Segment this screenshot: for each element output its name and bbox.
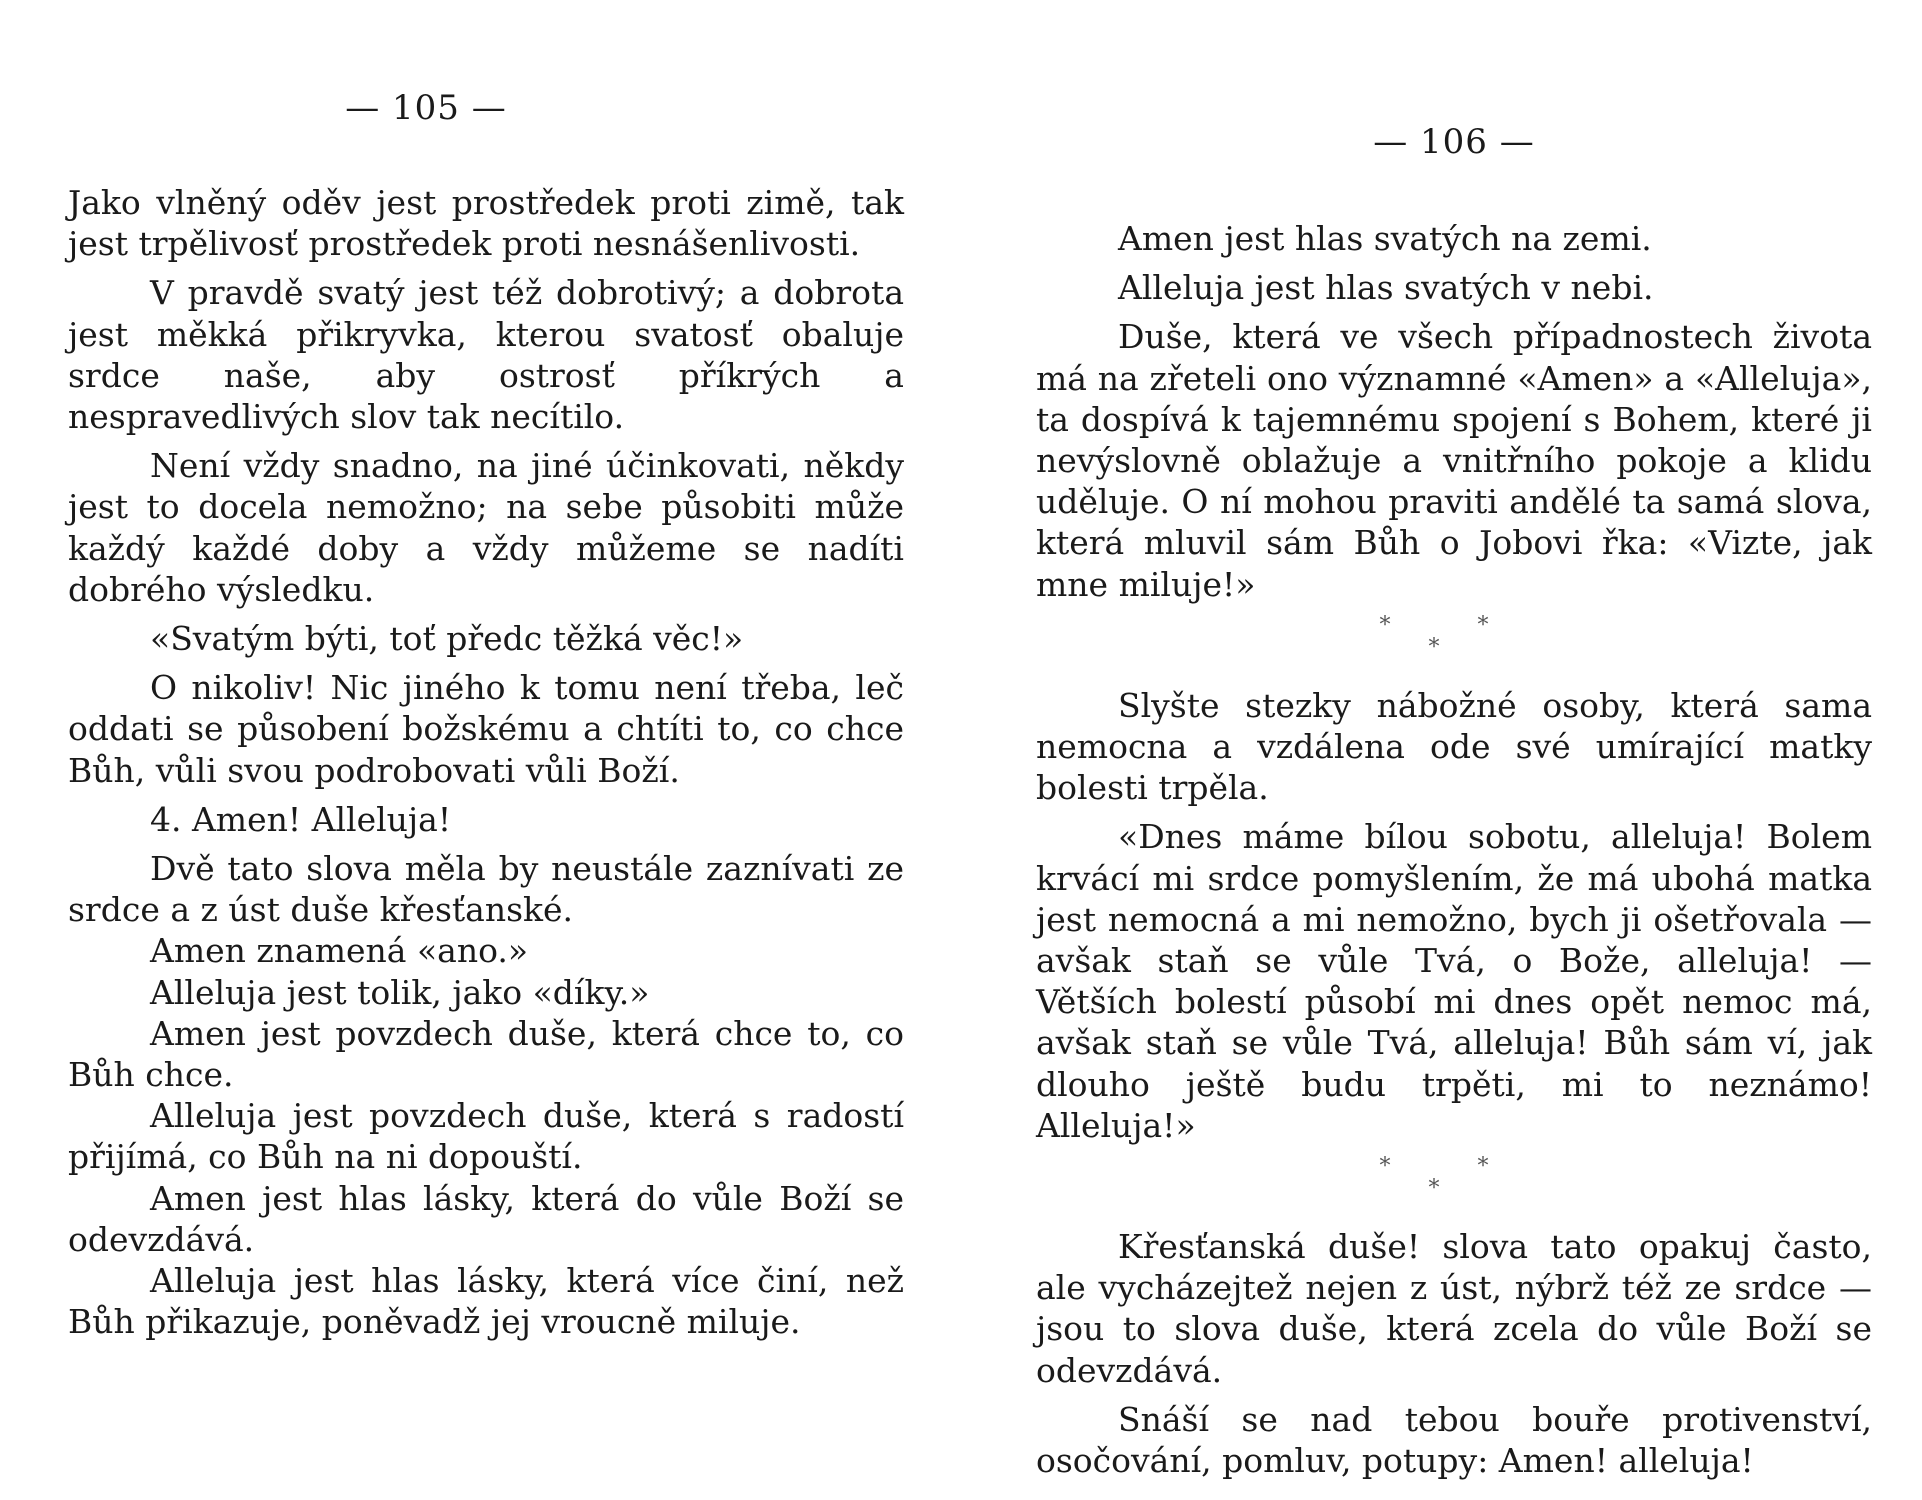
section-heading: 4. Amen! Alleluja! [150, 799, 452, 839]
paragraph: Křesťanská duše! slova tato opakuj často, ale vycházejtež nejen z úst, nýbrž též ze srdce — jsou to slova duše, která zcela do vůle Boží se odevzdává. [1036, 1227, 1872, 1390]
paragraph: V pravdě svatý jest též dobrotivý; a dobrota jest měkká přikryvka, kterou svatosť obaluje srdce naše, aby ostrosť příkrých a nespravedlivých slov tak necítilo. [68, 273, 904, 437]
paragraph: Alleluja jest povzdech duše, která s radostí přijímá, co Bůh na ni dopouští. [68, 1096, 904, 1177]
paragraph: «Dnes máme bílou sobotu, alleluja! Bolem krvácí mi srdce pomyšlením, že má ubohá matka jest nemocná a mi nemožno, bych ji ošetřovala — avšak staň se vůle Tvá, o Bože, alleluja! — Větších bolestí působí mi dnes opět nemoc má, avšak staň se vůle Tvá, alleluja! Bůh sám ví, jak dlouho ještě budu trpěti, mi to neznámo! Alleluja!» [1036, 817, 1872, 1145]
paragraph: Snáší se nad tebou bouře protivenství, osočování, pomluv, potupy: Amen! alleluja! [1036, 1399, 1872, 1481]
asterism-bottom: * [1428, 1176, 1480, 1202]
page-number-106: — 106 — [1373, 122, 1535, 162]
paragraph: Dvě tato slova měla by neustále zaznívati ze srdce a z úst duše křesťanské. [68, 849, 904, 930]
asterism-top: * * [1379, 1154, 1529, 1180]
paragraph: Není vždy snadno, na jiné účinkovati, někdy jest to docela nemožno; na sebe působiti může každý každé doby a vždy můžeme se nadíti dobrého výsledku. [68, 446, 904, 609]
paragraph: Duše, která ve všech případnostech života má na zřeteli ono významné «Amen» a «Alleluja», ta dospívá k tajemnému spojení s Bohem, které ji nevýslovně oblažuje a vnitřního pokoje a klidu uděluje. O ní mohou praviti andělé ta samá slova, která mluvil sám Bůh o Jobovi řka: «Vizte, jak mne miluje!» [1036, 317, 1872, 604]
paragraph: Amen jest povzdech duše, která chce to, co Bůh chce. [68, 1013, 904, 1095]
paragraph: Amen znamená «ano.» [150, 931, 529, 971]
paragraph: Amen jest hlas svatých na zemi. [1118, 219, 1652, 258]
paragraph: «Svatým býti, toť předc těžká věc!» [150, 619, 744, 659]
paragraph: Alleluja jest hlas svatých v nebi. [1118, 268, 1654, 308]
asterism-top: * * [1379, 612, 1529, 638]
asterism-separator [1036, 1156, 1872, 1200]
paragraph: Alleluja jest tolik, jako «díky.» [150, 972, 650, 1012]
paragraph: Amen jest hlas lásky, která do vůle Boží se odevzdává. [68, 1178, 904, 1259]
right-page-text [1036, 218, 1872, 1489]
asterism-bottom: * [1428, 634, 1480, 660]
paragraph: Jako vlněný oděv jest prostředek proti zimě, tak jest trpělivosť prostředek proti nesnášenlivosti. [68, 183, 904, 264]
page-number-105: — 105 — [345, 88, 507, 128]
paragraph: Slyšte stezky nábožné osoby, která sama nemocna a vzdálena ode své umírající matky bolesti trpěla. [1036, 685, 1872, 808]
paragraph: O nikoliv! Nic jiného k tomu není třeba, leč oddati se působení božskému a chtíti to, co chce Bůh, vůli svou podrobovati vůli Boží. [68, 668, 904, 790]
left-page-text [68, 182, 904, 1342]
paragraph: Alleluja jest hlas lásky, která více činí, než Bůh přikazuje, poněvadž jej vroucně miluje. [68, 1261, 904, 1342]
asterism-separator [1036, 612, 1872, 660]
